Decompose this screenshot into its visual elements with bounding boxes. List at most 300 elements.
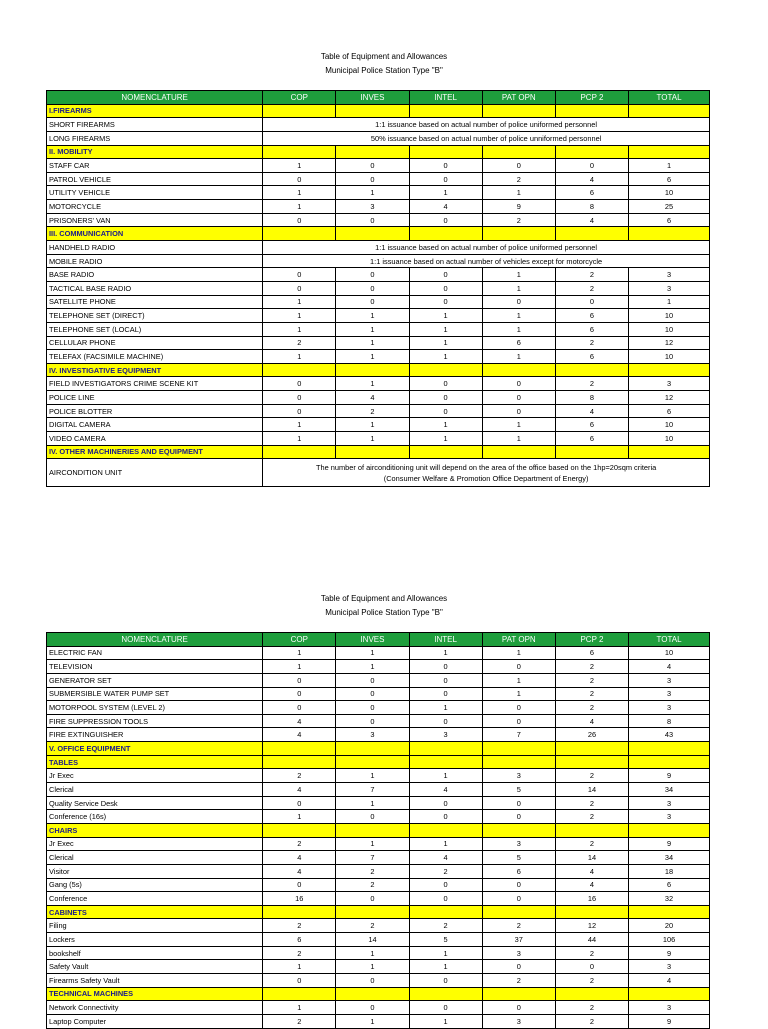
value-pcp-2: 6 bbox=[555, 350, 628, 364]
value-intel: 0 bbox=[409, 295, 482, 309]
empty-cell bbox=[336, 905, 409, 919]
empty-cell bbox=[482, 227, 555, 241]
value-intel: 1 bbox=[409, 701, 482, 715]
value-pcp-2: 12 bbox=[555, 919, 628, 933]
value-intel: 0 bbox=[409, 268, 482, 282]
item-name: DIGITAL CAMERA bbox=[47, 418, 263, 432]
item-name: Quality Service Desk bbox=[47, 796, 263, 810]
empty-cell bbox=[263, 227, 336, 241]
value-intel: 1 bbox=[409, 837, 482, 851]
value-total: 9 bbox=[629, 946, 710, 960]
value-intel: 0 bbox=[409, 687, 482, 701]
value-pcp-2: 2 bbox=[555, 810, 628, 824]
value-pcp-2: 0 bbox=[555, 960, 628, 974]
value-pat-opn: 1 bbox=[482, 186, 555, 200]
item-name: FIELD INVESTIGATORS CRIME SCENE KIT bbox=[47, 377, 263, 391]
table-row bbox=[47, 404, 710, 418]
empty-cell bbox=[555, 905, 628, 919]
table-row bbox=[47, 974, 710, 988]
value-pat-opn: 0 bbox=[482, 660, 555, 674]
table-row bbox=[47, 159, 710, 173]
section-label: TECHNICAL MACHINES bbox=[47, 987, 263, 1001]
section-label: III. COMMUNICATION bbox=[47, 227, 263, 241]
value-pat-opn: 7 bbox=[482, 728, 555, 742]
value-pcp-2: 8 bbox=[555, 391, 628, 405]
equipment-table-2 bbox=[46, 632, 710, 1029]
value-pcp-2: 2 bbox=[555, 837, 628, 851]
value-pat-opn: 1 bbox=[482, 687, 555, 701]
value-pcp-2: 2 bbox=[555, 769, 628, 783]
table-row bbox=[47, 796, 710, 810]
table-row bbox=[47, 418, 710, 432]
empty-cell bbox=[482, 755, 555, 769]
item-name: VIDEO CAMERA bbox=[47, 432, 263, 446]
item-name: Gang (5s) bbox=[47, 878, 263, 892]
value-intel: 1 bbox=[409, 336, 482, 350]
table-row bbox=[47, 1014, 710, 1028]
item-name: Laptop Computer bbox=[47, 1014, 263, 1028]
value-cop: 1 bbox=[263, 200, 336, 214]
table-row bbox=[47, 213, 710, 227]
empty-cell bbox=[409, 227, 482, 241]
table-row bbox=[47, 118, 710, 132]
value-total: 8 bbox=[629, 714, 710, 728]
value-pat-opn: 1 bbox=[482, 673, 555, 687]
empty-cell bbox=[409, 363, 482, 377]
value-inves: 0 bbox=[336, 974, 409, 988]
empty-cell bbox=[629, 145, 710, 159]
value-pat-opn: 3 bbox=[482, 837, 555, 851]
value-pcp-2: 0 bbox=[555, 295, 628, 309]
value-cop: 2 bbox=[263, 769, 336, 783]
value-pcp-2: 4 bbox=[555, 172, 628, 186]
value-total: 10 bbox=[629, 322, 710, 336]
value-intel: 0 bbox=[409, 159, 482, 173]
value-total: 12 bbox=[629, 391, 710, 405]
item-name: TACTICAL BASE RADIO bbox=[47, 281, 263, 295]
value-cop: 0 bbox=[263, 974, 336, 988]
empty-cell bbox=[555, 742, 628, 756]
value-intel: 1 bbox=[409, 309, 482, 323]
item-name: Filing bbox=[47, 919, 263, 933]
value-inves: 0 bbox=[336, 687, 409, 701]
value-total: 9 bbox=[629, 837, 710, 851]
item-name: Conference bbox=[47, 892, 263, 906]
empty-cell bbox=[409, 445, 482, 459]
value-inves: 2 bbox=[336, 864, 409, 878]
item-name: GENERATOR SET bbox=[47, 673, 263, 687]
value-intel: 4 bbox=[409, 200, 482, 214]
table-row bbox=[47, 309, 710, 323]
value-intel: 4 bbox=[409, 851, 482, 865]
table-row bbox=[47, 281, 710, 295]
value-total: 3 bbox=[629, 796, 710, 810]
item-name: Clerical bbox=[47, 783, 263, 797]
empty-cell bbox=[263, 823, 336, 837]
value-intel: 0 bbox=[409, 810, 482, 824]
value-pat-opn: 0 bbox=[482, 391, 555, 405]
value-inves: 0 bbox=[336, 268, 409, 282]
section-row bbox=[47, 445, 710, 459]
value-total: 4 bbox=[629, 660, 710, 674]
value-inves: 0 bbox=[336, 892, 409, 906]
value-total: 3 bbox=[629, 673, 710, 687]
header-row bbox=[47, 91, 710, 105]
value-pcp-2: 8 bbox=[555, 200, 628, 214]
allowance-note bbox=[263, 459, 710, 487]
value-pcp-2: 26 bbox=[555, 728, 628, 742]
table-row bbox=[47, 946, 710, 960]
table-row bbox=[47, 646, 710, 660]
value-cop: 4 bbox=[263, 783, 336, 797]
value-cop: 0 bbox=[263, 377, 336, 391]
value-cop: 1 bbox=[263, 418, 336, 432]
value-pcp-2: 14 bbox=[555, 783, 628, 797]
empty-cell bbox=[555, 987, 628, 1001]
empty-cell bbox=[263, 755, 336, 769]
table-row bbox=[47, 660, 710, 674]
empty-cell bbox=[336, 755, 409, 769]
item-name: FIRE EXTINGUISHER bbox=[47, 728, 263, 742]
value-inves: 2 bbox=[336, 878, 409, 892]
empty-cell bbox=[409, 823, 482, 837]
value-total: 10 bbox=[629, 186, 710, 200]
value-intel: 0 bbox=[409, 660, 482, 674]
value-total: 18 bbox=[629, 864, 710, 878]
value-intel: 0 bbox=[409, 714, 482, 728]
value-pcp-2: 2 bbox=[555, 660, 628, 674]
value-inves: 1 bbox=[336, 322, 409, 336]
item-name: TELEPHONE SET (DIRECT) bbox=[47, 309, 263, 323]
section-row bbox=[47, 742, 710, 756]
value-pcp-2: 2 bbox=[555, 796, 628, 810]
value-pcp-2: 4 bbox=[555, 714, 628, 728]
value-pat-opn: 6 bbox=[482, 864, 555, 878]
value-pcp-2: 4 bbox=[555, 213, 628, 227]
empty-cell bbox=[263, 104, 336, 118]
empty-cell bbox=[629, 823, 710, 837]
empty-cell bbox=[629, 104, 710, 118]
value-total: 32 bbox=[629, 892, 710, 906]
value-cop: 1 bbox=[263, 1001, 336, 1015]
value-total: 25 bbox=[629, 200, 710, 214]
value-total: 3 bbox=[629, 960, 710, 974]
empty-cell bbox=[555, 445, 628, 459]
column-header-inves: INVES bbox=[336, 91, 409, 105]
value-inves: 0 bbox=[336, 701, 409, 715]
value-cop: 0 bbox=[263, 673, 336, 687]
value-pcp-2: 6 bbox=[555, 186, 628, 200]
empty-cell bbox=[555, 823, 628, 837]
empty-cell bbox=[482, 742, 555, 756]
column-header-pat-opn: PAT OPN bbox=[482, 633, 555, 647]
value-pat-opn: 1 bbox=[482, 432, 555, 446]
value-cop: 1 bbox=[263, 295, 336, 309]
value-pcp-2: 2 bbox=[555, 336, 628, 350]
value-pcp-2: 2 bbox=[555, 687, 628, 701]
value-intel: 1 bbox=[409, 960, 482, 974]
value-pat-opn: 0 bbox=[482, 960, 555, 974]
value-total: 1 bbox=[629, 295, 710, 309]
item-name: SHORT FIREARMS bbox=[47, 118, 263, 132]
value-intel: 5 bbox=[409, 933, 482, 947]
empty-cell bbox=[263, 445, 336, 459]
value-total: 9 bbox=[629, 769, 710, 783]
value-inves: 14 bbox=[336, 933, 409, 947]
value-cop: 1 bbox=[263, 322, 336, 336]
value-inves: 0 bbox=[336, 172, 409, 186]
value-cop: 0 bbox=[263, 172, 336, 186]
value-cop: 0 bbox=[263, 796, 336, 810]
value-inves: 1 bbox=[336, 946, 409, 960]
table-row bbox=[47, 254, 710, 268]
empty-cell bbox=[336, 742, 409, 756]
value-total: 6 bbox=[629, 172, 710, 186]
section-label: IV. INVESTIGATIVE EQUIPMENT bbox=[47, 363, 263, 377]
value-total: 6 bbox=[629, 213, 710, 227]
value-pcp-2: 16 bbox=[555, 892, 628, 906]
allowance-note-line: The number of airconditioning unit will depend on the area of the office based on the 1hp=20sqm criteria bbox=[315, 462, 657, 472]
value-cop: 0 bbox=[263, 687, 336, 701]
item-name: MOTORPOOL SYSTEM (LEVEL 2) bbox=[47, 701, 263, 715]
value-intel: 1 bbox=[409, 418, 482, 432]
section-label: II. MOBILITY bbox=[47, 145, 263, 159]
value-inves: 0 bbox=[336, 295, 409, 309]
item-name: ELECTRIC FAN bbox=[47, 646, 263, 660]
empty-cell bbox=[555, 363, 628, 377]
value-inves: 1 bbox=[336, 377, 409, 391]
value-total: 10 bbox=[629, 418, 710, 432]
value-pat-opn: 37 bbox=[482, 933, 555, 947]
table-row bbox=[47, 837, 710, 851]
allowance-note: 50% issuance based on actual number of police unniformed personnel bbox=[263, 131, 710, 145]
value-pat-opn: 0 bbox=[482, 714, 555, 728]
table-row bbox=[47, 200, 710, 214]
column-header-intel: INTEL bbox=[409, 91, 482, 105]
value-cop: 1 bbox=[263, 646, 336, 660]
value-intel: 0 bbox=[409, 1001, 482, 1015]
column-header-nomenclature: NOMENCLATURE bbox=[47, 633, 263, 647]
table-row bbox=[47, 432, 710, 446]
value-total: 106 bbox=[629, 933, 710, 947]
table-row bbox=[47, 701, 710, 715]
item-name: HANDHELD RADIO bbox=[47, 241, 263, 255]
empty-cell bbox=[409, 987, 482, 1001]
empty-cell bbox=[555, 227, 628, 241]
value-total: 1 bbox=[629, 159, 710, 173]
value-pcp-2: 4 bbox=[555, 864, 628, 878]
value-intel: 0 bbox=[409, 172, 482, 186]
column-header-total: TOTAL bbox=[629, 633, 710, 647]
value-pat-opn: 0 bbox=[482, 878, 555, 892]
empty-cell bbox=[263, 905, 336, 919]
table-row bbox=[47, 1001, 710, 1015]
empty-cell bbox=[263, 145, 336, 159]
column-header-inves: INVES bbox=[336, 633, 409, 647]
table1-subtitle: Municipal Police Station Type "B" bbox=[325, 66, 443, 75]
value-total: 6 bbox=[629, 404, 710, 418]
empty-cell bbox=[555, 755, 628, 769]
column-header-cop: COP bbox=[263, 91, 336, 105]
value-inves: 0 bbox=[336, 1001, 409, 1015]
value-pat-opn: 3 bbox=[482, 1014, 555, 1028]
value-cop: 1 bbox=[263, 186, 336, 200]
table-row bbox=[47, 336, 710, 350]
section-row bbox=[47, 987, 710, 1001]
item-name: BASE RADIO bbox=[47, 268, 263, 282]
item-name: STAFF CAR bbox=[47, 159, 263, 173]
table-row bbox=[47, 687, 710, 701]
value-intel: 1 bbox=[409, 646, 482, 660]
table-row bbox=[47, 673, 710, 687]
item-name: Network Connectivity bbox=[47, 1001, 263, 1015]
table-row bbox=[47, 714, 710, 728]
value-total: 3 bbox=[629, 377, 710, 391]
table-row bbox=[47, 350, 710, 364]
table-row bbox=[47, 892, 710, 906]
value-total: 10 bbox=[629, 646, 710, 660]
value-pat-opn: 5 bbox=[482, 851, 555, 865]
item-name: Firearms Safety Vault bbox=[47, 974, 263, 988]
item-name: Jr Exec bbox=[47, 769, 263, 783]
value-inves: 0 bbox=[336, 673, 409, 687]
empty-cell bbox=[409, 755, 482, 769]
section-label: I.FIREARMS bbox=[47, 104, 263, 118]
item-name: AIRCONDITION UNIT bbox=[47, 459, 263, 487]
value-inves: 1 bbox=[336, 960, 409, 974]
value-cop: 0 bbox=[263, 281, 336, 295]
section-label: V. OFFICE EQUIPMENT bbox=[47, 742, 263, 756]
value-total: 43 bbox=[629, 728, 710, 742]
equipment-table-1 bbox=[46, 90, 710, 487]
value-intel: 1 bbox=[409, 350, 482, 364]
value-cop: 1 bbox=[263, 350, 336, 364]
table-row bbox=[47, 960, 710, 974]
value-cop: 2 bbox=[263, 336, 336, 350]
table-row bbox=[47, 322, 710, 336]
value-inves: 1 bbox=[336, 796, 409, 810]
item-name: TELEPHONE SET (LOCAL) bbox=[47, 322, 263, 336]
value-total: 10 bbox=[629, 350, 710, 364]
value-cop: 0 bbox=[263, 391, 336, 405]
value-inves: 3 bbox=[336, 728, 409, 742]
item-name: TELEFAX (FACSIMILE MACHINE) bbox=[47, 350, 263, 364]
item-name: Lockers bbox=[47, 933, 263, 947]
value-pat-opn: 0 bbox=[482, 404, 555, 418]
empty-cell bbox=[336, 227, 409, 241]
empty-cell bbox=[629, 905, 710, 919]
column-header-total: TOTAL bbox=[629, 91, 710, 105]
column-header-pcp-2: PCP 2 bbox=[555, 91, 628, 105]
value-pat-opn: 2 bbox=[482, 172, 555, 186]
empty-cell bbox=[482, 145, 555, 159]
value-pat-opn: 1 bbox=[482, 418, 555, 432]
table-row bbox=[47, 769, 710, 783]
item-name: Safety Vault bbox=[47, 960, 263, 974]
value-pat-opn: 0 bbox=[482, 701, 555, 715]
value-total: 34 bbox=[629, 851, 710, 865]
empty-cell bbox=[482, 363, 555, 377]
section-row bbox=[47, 823, 710, 837]
empty-cell bbox=[336, 145, 409, 159]
table-row bbox=[47, 391, 710, 405]
value-total: 3 bbox=[629, 701, 710, 715]
item-name: POLICE LINE bbox=[47, 391, 263, 405]
item-name: Visitor bbox=[47, 864, 263, 878]
value-intel: 0 bbox=[409, 404, 482, 418]
table-row bbox=[47, 241, 710, 255]
value-intel: 1 bbox=[409, 186, 482, 200]
table-row bbox=[47, 377, 710, 391]
empty-cell bbox=[336, 445, 409, 459]
empty-cell bbox=[629, 445, 710, 459]
value-inves: 0 bbox=[336, 714, 409, 728]
empty-cell bbox=[555, 104, 628, 118]
value-cop: 2 bbox=[263, 946, 336, 960]
section-row bbox=[47, 905, 710, 919]
value-cop: 0 bbox=[263, 268, 336, 282]
value-inves: 1 bbox=[336, 769, 409, 783]
value-cop: 2 bbox=[263, 919, 336, 933]
value-pat-opn: 2 bbox=[482, 919, 555, 933]
value-cop: 16 bbox=[263, 892, 336, 906]
value-inves: 0 bbox=[336, 810, 409, 824]
empty-cell bbox=[263, 987, 336, 1001]
item-name: Conference (16s) bbox=[47, 810, 263, 824]
value-inves: 1 bbox=[336, 309, 409, 323]
table2-subtitle: Municipal Police Station Type "B" bbox=[325, 608, 443, 617]
column-header-intel: INTEL bbox=[409, 633, 482, 647]
value-inves: 2 bbox=[336, 404, 409, 418]
value-intel: 4 bbox=[409, 783, 482, 797]
value-total: 3 bbox=[629, 1001, 710, 1015]
value-cop: 0 bbox=[263, 213, 336, 227]
table-row bbox=[47, 295, 710, 309]
value-cop: 1 bbox=[263, 159, 336, 173]
table-row bbox=[47, 172, 710, 186]
value-pat-opn: 2 bbox=[482, 974, 555, 988]
item-name: MOTORCYCLE bbox=[47, 200, 263, 214]
value-total: 34 bbox=[629, 783, 710, 797]
value-pat-opn: 1 bbox=[482, 268, 555, 282]
section-label: IV. OTHER MACHINERIES AND EQUIPMENT bbox=[47, 445, 263, 459]
value-pcp-2: 2 bbox=[555, 377, 628, 391]
value-pcp-2: 2 bbox=[555, 974, 628, 988]
empty-cell bbox=[409, 145, 482, 159]
value-pcp-2: 2 bbox=[555, 1014, 628, 1028]
item-name: TELEVISION bbox=[47, 660, 263, 674]
empty-cell bbox=[263, 363, 336, 377]
empty-cell bbox=[336, 363, 409, 377]
item-name: Jr Exec bbox=[47, 837, 263, 851]
table-row bbox=[47, 851, 710, 865]
empty-cell bbox=[336, 823, 409, 837]
value-pcp-2: 6 bbox=[555, 322, 628, 336]
value-pcp-2: 14 bbox=[555, 851, 628, 865]
value-pcp-2: 0 bbox=[555, 159, 628, 173]
value-pat-opn: 0 bbox=[482, 159, 555, 173]
value-pcp-2: 4 bbox=[555, 404, 628, 418]
section-label: CHAIRS bbox=[47, 823, 263, 837]
value-pat-opn: 3 bbox=[482, 769, 555, 783]
table-row bbox=[47, 186, 710, 200]
empty-cell bbox=[482, 445, 555, 459]
item-name: FIRE SUPPRESSION TOOLS bbox=[47, 714, 263, 728]
empty-cell bbox=[629, 987, 710, 1001]
item-name: SUBMERSIBLE WATER PUMP SET bbox=[47, 687, 263, 701]
value-inves: 1 bbox=[336, 1014, 409, 1028]
value-intel: 0 bbox=[409, 974, 482, 988]
